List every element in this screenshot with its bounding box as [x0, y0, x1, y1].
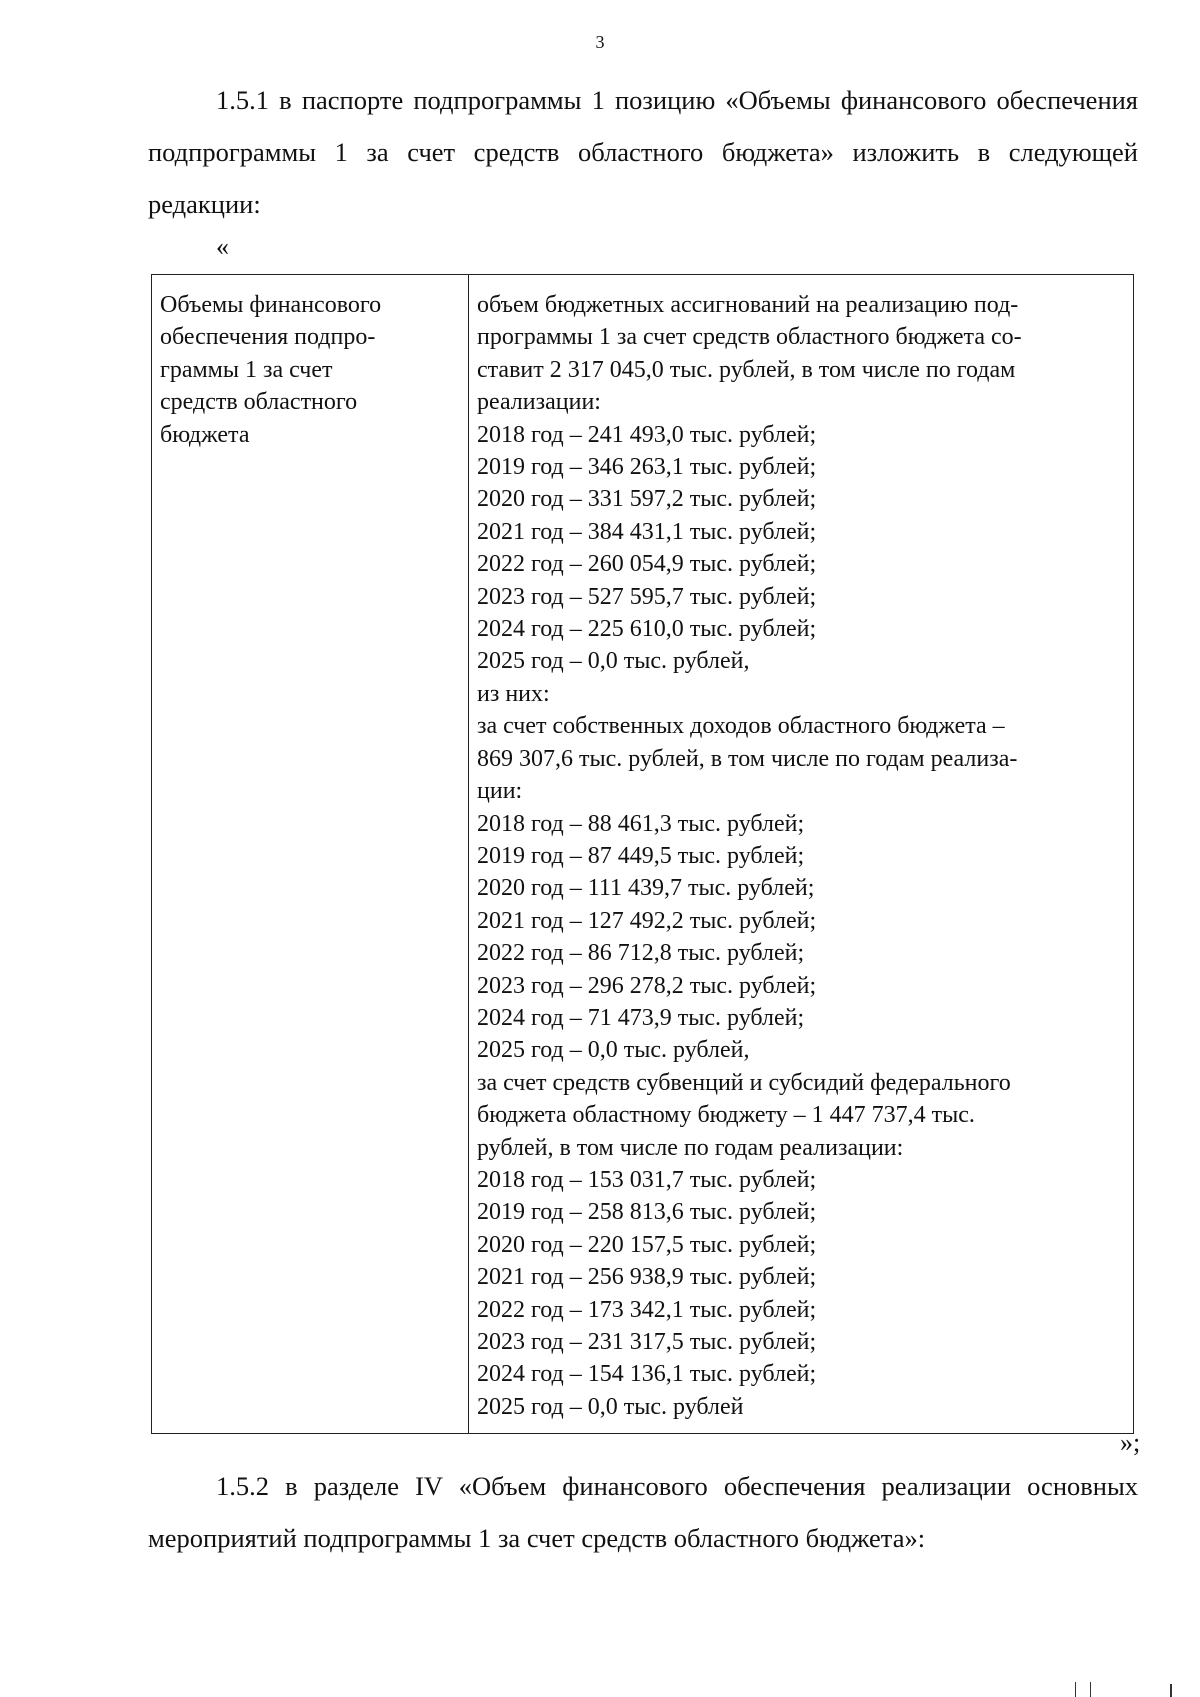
cell-line: 2020 год – 220 157,5 тыс. рублей;: [477, 1231, 817, 1258]
cell-line: 2021 год – 256 938,9 тыс. рублей;: [477, 1264, 817, 1291]
cell-line: бюджета областному бюджету – 1 447 737,4 тыс.: [477, 1102, 975, 1129]
cell-line: 869 307,6 тыс. рублей, в том числе по годам реализа-: [477, 745, 1018, 772]
cell-line: 2023 год – 296 278,2 тыс. рублей;: [477, 972, 817, 999]
cell-line: обеспечения подпро-: [160, 324, 376, 351]
cell-line: Объемы финансового: [160, 292, 382, 318]
cell-line: 2024 год – 71 473,9 тыс. рублей;: [477, 1004, 805, 1031]
cell-line: 2019 год – 258 813,6 тыс. рублей;: [477, 1199, 817, 1226]
passport-table: [151, 274, 1134, 1434]
paragraph-1-5-1: [148, 74, 1138, 230]
cell-line: ставит 2 317 045,0 тыс. рублей, в том числе по годам: [477, 356, 1016, 383]
cell-line: 2022 год – 86 712,8 тыс. рублей;: [477, 940, 805, 967]
scan-mark: [1170, 1684, 1172, 1697]
paragraph-1-5-1-text: 1.5.1 в паспорте подпрограммы 1 позицию «Объемы финансового обеспечения подпрограммы 1 за счет средств областного бюджета» изложить в следующей редакции:: [148, 85, 1138, 219]
cell-line: 2019 год – 87 449,5 тыс. рублей;: [477, 842, 805, 869]
paragraph-1-5-2-text: 1.5.2 в разделе IV «Объем финансового обеспечения реализации основных мероприятий подпрограммы 1 за счет средств областного бюджета»:: [148, 1471, 1138, 1553]
cell-line: средств областного: [160, 389, 358, 416]
cell-line: 2022 год – 260 054,9 тыс. рублей;: [477, 551, 817, 578]
position-value-cell: [469, 275, 1134, 1434]
cell-line: 2018 год – 153 031,7 тыс. рублей;: [477, 1166, 817, 1193]
cell-line: 2020 год – 331 597,2 тыс. рублей;: [477, 486, 817, 513]
paragraph-1-5-2: [148, 1460, 1138, 1564]
cell-line: бюджета: [160, 421, 250, 448]
close-quote: »;: [1120, 1428, 1141, 1457]
cell-line: 2021 год – 127 492,2 тыс. рублей;: [477, 907, 817, 934]
scan-mark: [1075, 1682, 1091, 1697]
cell-line: 2018 год – 241 493,0 тыс. рублей;: [477, 421, 817, 448]
open-quote: «: [216, 232, 229, 261]
cell-line: граммы 1 за счет: [160, 356, 333, 383]
cell-line: 2025 год – 0,0 тыс. рублей: [477, 1393, 744, 1420]
cell-line: за счет средств субвенций и субсидий федерального: [477, 1069, 1011, 1096]
cell-line: 2025 год – 0,0 тыс. рублей,: [477, 1037, 750, 1064]
cell-line: 2019 год – 346 263,1 тыс. рублей;: [477, 454, 817, 481]
cell-line: из них:: [477, 680, 550, 707]
cell-line: 2024 год – 154 136,1 тыс. рублей;: [477, 1361, 817, 1388]
cell-line: рублей, в том числе по годам реализации:: [477, 1134, 904, 1161]
cell-line: 2025 год – 0,0 тыс. рублей,: [477, 648, 750, 675]
cell-line: 2023 год – 231 317,5 тыс. рублей;: [477, 1329, 817, 1355]
cell-line: 2023 год – 527 595,7 тыс. рублей;: [477, 583, 817, 610]
table-row: [152, 275, 1134, 1434]
cell-line: ции:: [477, 778, 523, 805]
cell-line: реализации:: [477, 389, 601, 416]
position-name-cell: [152, 275, 469, 1434]
cell-line: 2021 год – 384 431,1 тыс. рублей;: [477, 518, 817, 545]
page-number: 3: [595, 32, 605, 52]
cell-line: объем бюджетных ассигнований на реализацию под-: [477, 292, 1019, 318]
cell-line: 2018 год – 88 461,3 тыс. рублей;: [477, 810, 805, 837]
cell-line: 2022 год – 173 342,1 тыс. рублей;: [477, 1296, 817, 1323]
cell-line: 2024 год – 225 610,0 тыс. рублей;: [477, 616, 817, 643]
cell-line: за счет собственных доходов областного бюджета –: [477, 713, 1005, 740]
cell-line: 2020 год – 111 439,7 тыс. рублей;: [477, 875, 815, 902]
cell-line: программы 1 за счет средств областного бюджета со-: [477, 324, 1022, 351]
